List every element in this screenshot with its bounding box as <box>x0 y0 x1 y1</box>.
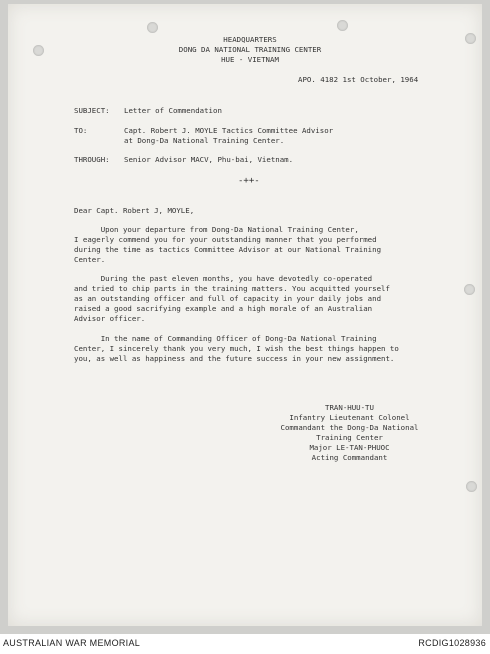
subject-text: Letter of Commendation <box>124 106 222 115</box>
to-line-1: Capt. Robert J. MOYLE Tactics Committee Advisor <box>124 126 334 135</box>
signature-line: Commandant the Dong-Da National <box>280 423 419 432</box>
paragraph-line: you, as well as happiness and the future success in your new assignment. <box>74 354 395 363</box>
punch-hole <box>464 284 475 295</box>
punch-hole <box>466 481 477 492</box>
paragraph-line: During the past eleven months, you have devotedly co-operated <box>74 274 373 283</box>
through-label: THROUGH: <box>74 155 110 164</box>
paragraph-line: In the name of Commanding Officer of Dong-Da National Training <box>74 334 377 343</box>
signature-line: Major LE-TAN-PHUOC <box>309 443 390 452</box>
paragraph-line: Advisor officer. <box>74 314 146 323</box>
header-line-1: HEADQUARTERS <box>223 35 277 44</box>
salutation: Dear Capt. Robert J, MOYLE, <box>74 206 195 215</box>
footer-source: AUSTRALIAN WAR MEMORIAL <box>3 638 141 648</box>
paragraph-line: I eagerly commend you for your outstanding manner that you performed <box>74 235 377 244</box>
apo-date: APO. 4182 1st October, 1964 <box>298 75 419 84</box>
paragraph-line: Upon your departure from Dong-Da National Training Center, <box>74 225 359 234</box>
header-line-2: DONG DA NATIONAL TRAINING CENTER <box>178 45 322 54</box>
to-line-2: at Dong-Da National Training Center. <box>124 136 285 145</box>
footer-record-id: RCDIG1028936 <box>418 638 486 648</box>
paragraph-line: as an outstanding officer and full of capacity in your daily jobs and <box>74 294 382 303</box>
paragraph-line: raised a good sacrifying example and a high morale of an Australian <box>74 304 373 313</box>
signature-line: Infantry Lieutenant Colonel <box>289 413 410 422</box>
paragraph-line: Center. <box>74 255 106 264</box>
punch-hole <box>147 22 158 33</box>
punch-hole <box>337 20 348 31</box>
signature-line: Acting Commandant <box>311 453 388 462</box>
paragraph-line: and tried to chip parts in the training matters. You acquitted yourself <box>74 284 390 293</box>
punch-hole <box>33 45 44 56</box>
to-label: TO: <box>74 126 88 135</box>
subject-label: SUBJECT: <box>74 106 110 115</box>
header-line-3: HUE - VIETNAM <box>221 55 279 64</box>
punch-hole <box>465 33 476 44</box>
signature-line: Training Center <box>316 433 383 442</box>
signature-line: TRAN-HUU-TU <box>325 403 374 412</box>
separator-mark: -++- <box>238 176 260 186</box>
paragraph-line: during the time as tactics Committee Advisor at our National Training <box>74 245 382 254</box>
through-text: Senior Advisor MACV, Phu-bai, Vietnam. <box>124 155 294 164</box>
paragraph-line: Center, I sincerely thank you very much, I wish the best things happen to <box>74 344 399 353</box>
